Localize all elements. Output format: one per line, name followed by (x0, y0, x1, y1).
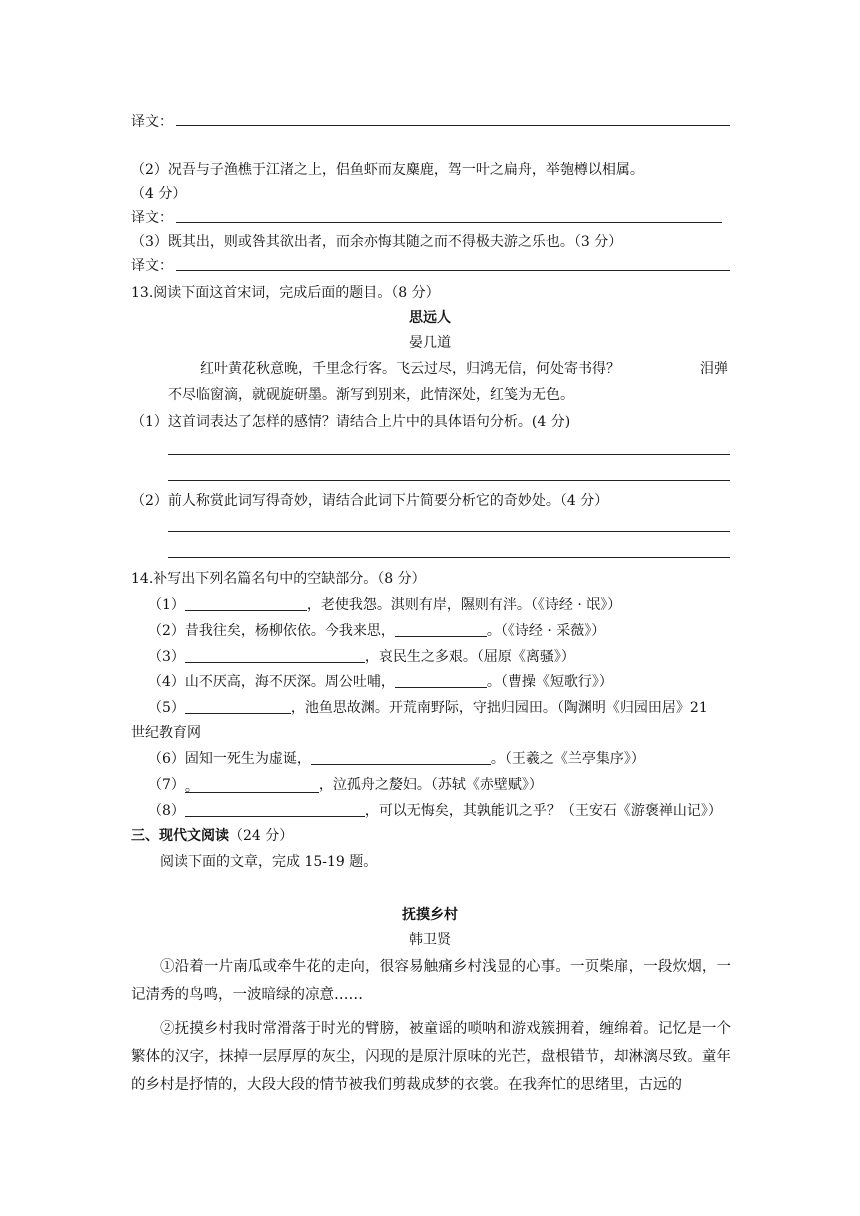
fill-item (148, 673, 613, 691)
answer-line[interactable] (168, 480, 730, 481)
poem-line: 不尽临窗滴，就砚旋研墨。渐写到别来，此情深处，红笺为无色。 (168, 387, 574, 403)
section-points: （24 分） (229, 828, 294, 844)
fill-item (148, 750, 645, 768)
answer-line[interactable] (168, 557, 730, 558)
question-13-1: （1）这首词表达了怎样的感情？请结合上片中的具体语句分析。(4 分) (131, 414, 571, 430)
section-title: 三、现代文阅读 (131, 828, 229, 844)
fill-item (148, 699, 708, 717)
fill-blank[interactable] (185, 648, 365, 663)
item-suffix: ，池鱼思故渊。开荒南野际，守拙归园田。（陶渊明《归园田居》21 (290, 700, 708, 716)
item-prefix: （1） (148, 597, 185, 613)
item-prefix: （6）固知一死生为虚诞， (148, 751, 311, 767)
fill-item (148, 622, 605, 640)
answer-line[interactable] (168, 454, 730, 455)
answer-line[interactable] (176, 270, 730, 271)
fill-blank[interactable] (395, 622, 487, 637)
question-12-3-3: （3）既其出，则或咎其欲出者，而余亦悔其随之而不得极夫游之乐也。（3 分） (131, 234, 623, 250)
item-suffix: ，可以无悔矣，其孰能讥之乎？（王安石《游褒禅山记》） (364, 803, 722, 819)
answer-line[interactable] (176, 222, 722, 223)
poem-line: 红叶黄花秋意晚，千里念行客。飞云过尽，归鸿无信，何处寄书得？ (200, 361, 620, 377)
essay-paragraph-1: ①沿着一片南瓜或牵牛花的走向，很容易触痛乡村浅显的心事。一页柴扉，一段炊烟，一记清秀的鸟鸣，一波暗绿的凉意…… (131, 959, 731, 1003)
item-prefix: （2）昔我往矣，杨柳依依。今我来思， (148, 623, 395, 639)
essay-title: 抚摸乡村 (402, 907, 458, 923)
item-suffix: ，哀民生之多艰。（屈原《离骚》） (364, 649, 575, 665)
answer-line[interactable] (176, 125, 730, 126)
item-prefix: （3） (148, 649, 185, 665)
item-prefix: （7） (148, 777, 185, 793)
item-prefix: （4）山不厌高，海不厌深。周公吐哺， (148, 674, 395, 690)
fill-item-continued: 世纪教育网 (131, 725, 201, 741)
essay-paragraph-2: ②抚摸乡村我时常滑落于时光的臂膀，被童谣的唢呐和游戏簇拥着，缠绵着。记忆是一个繁体的汉字，抹掉一层厚厚的灰尘，闪现的是原汁原味的光芒，盘根错节，却淋漓尽致。童年的乡村是抒情的，大段大段的情节被我们剪裁成梦的衣裳。在我奔忙的思绪里，古远的 (131, 1021, 731, 1093)
fill-blank[interactable] (185, 802, 365, 817)
fill-item (148, 648, 575, 666)
fill-blank[interactable] (185, 699, 291, 714)
question-13-stem: 13.阅读下面这首宋词，完成后面的题目。（8 分） (131, 285, 440, 301)
translation-label: 译文： (131, 258, 173, 274)
poem-author: 晏几道 (409, 335, 451, 351)
poem-title: 思远人 (409, 310, 451, 326)
item-suffix: 。（《诗经 · 采薇》） (486, 623, 606, 639)
fill-item (148, 776, 543, 794)
points: （4 分） (131, 186, 187, 202)
question-14-stem: 14.补写出下列名篇名句中的空缺部分。（8 分） (131, 571, 426, 587)
fill-blank[interactable] (185, 596, 307, 611)
essay-author: 韩卫贤 (409, 932, 451, 948)
fill-item (148, 596, 621, 614)
item-suffix: 。（王羲之《兰亭集序》） (490, 751, 645, 767)
item-suffix: ，老使我怨。淇则有岸，隰则有泮。（《诗经 · 氓》） (306, 597, 622, 613)
section-instruction: 阅读下面的文章，完成 15-19 题。 (160, 854, 378, 870)
translation-label: 译文： (131, 210, 173, 226)
question-13-2: （2）前人称赏此词写得奇妙，请结合此词下片简要分析它的奇妙处。（4 分） (131, 493, 609, 509)
item-prefix: （8） (148, 803, 185, 819)
translation-label: 译文： (131, 114, 173, 130)
item-suffix: 。（曹操《短歌行》） (486, 674, 613, 690)
item-prefix: （5） (148, 700, 185, 716)
fill-blank[interactable] (395, 673, 487, 688)
fill-blank[interactable] (311, 750, 491, 765)
fill-blank[interactable] (185, 778, 319, 793)
blank-mark: 。 (184, 779, 199, 795)
answer-line[interactable] (168, 531, 730, 532)
question-12-3-2: （2）况吾与子渔樵于江渚之上，侣鱼虾而友麋鹿，驾一叶之扁舟，举匏樽以相属。 (131, 162, 644, 178)
item-suffix: ，泣孤舟之嫠妇。（苏轼《赤壁赋》） (318, 777, 543, 793)
section-heading (131, 827, 293, 845)
poem-line-end: 泪弹 (700, 361, 728, 377)
fill-item (148, 802, 722, 820)
